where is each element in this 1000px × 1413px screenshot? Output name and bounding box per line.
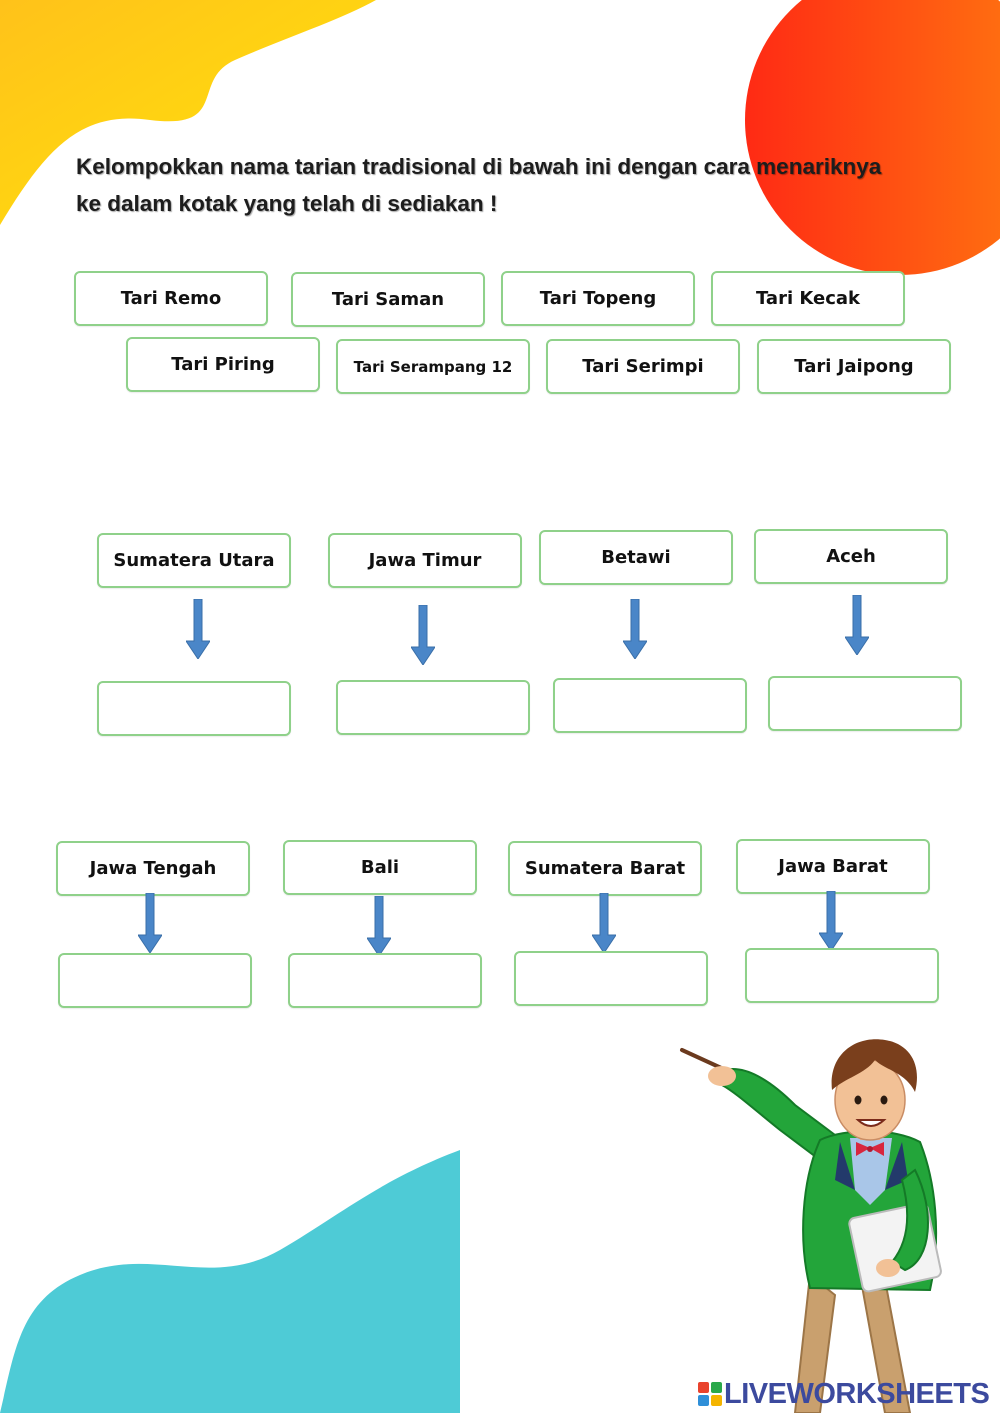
dance-chip-tari-jaipong[interactable]: Tari Jaipong <box>757 339 951 394</box>
liveworksheets-logo <box>698 1378 989 1410</box>
down-arrow-icon <box>623 599 647 659</box>
region-label-aceh: Aceh <box>754 529 948 584</box>
drop-zone-jawa-barat[interactable] <box>745 948 939 1003</box>
down-arrow-icon <box>819 891 843 951</box>
region-label-jawa-tengah: Jawa Tengah <box>56 841 250 896</box>
dance-chip-tari-serampang-12[interactable]: Tari Serampang 12 <box>336 339 530 394</box>
instruction-line-1: Kelompokkan nama tarian tradisional di bawah ini dengan cara menariknya <box>76 154 882 179</box>
drop-zone-sumatera-barat[interactable] <box>514 951 708 1006</box>
instruction-text <box>76 148 936 222</box>
down-arrow-icon <box>411 605 435 665</box>
liveworksheets-logo-icon <box>698 1382 722 1406</box>
dance-chip-tari-topeng[interactable]: Tari Topeng <box>501 271 695 326</box>
dance-chip-tari-kecak[interactable]: Tari Kecak <box>711 271 905 326</box>
drop-zone-bali[interactable] <box>288 953 482 1008</box>
down-arrow-icon <box>186 599 210 659</box>
dance-chip-tari-serimpi[interactable]: Tari Serimpi <box>546 339 740 394</box>
region-label-jawa-timur: Jawa Timur <box>328 533 522 588</box>
drop-zone-aceh[interactable] <box>768 676 962 731</box>
region-label-jawa-barat: Jawa Barat <box>736 839 930 894</box>
region-label-sumatera-utara: Sumatera Utara <box>97 533 291 588</box>
liveworksheets-logo-text: LIVEWORKSHEETS <box>724 1377 990 1410</box>
drop-zone-jawa-timur[interactable] <box>336 680 530 735</box>
region-label-bali: Bali <box>283 840 477 895</box>
dance-chip-tari-saman[interactable]: Tari Saman <box>291 272 485 327</box>
dance-chip-tari-piring[interactable]: Tari Piring <box>126 337 320 392</box>
region-label-sumatera-barat: Sumatera Barat <box>508 841 702 896</box>
down-arrow-icon <box>367 896 391 956</box>
down-arrow-icon <box>138 893 162 953</box>
teal-wave-shape <box>0 1150 460 1413</box>
region-label-betawi: Betawi <box>539 530 733 585</box>
drop-zone-jawa-tengah[interactable] <box>58 953 252 1008</box>
down-arrow-icon <box>845 595 869 655</box>
drop-zone-sumatera-utara[interactable] <box>97 681 291 736</box>
drop-zone-betawi[interactable] <box>553 678 747 733</box>
dance-chip-tari-remo[interactable]: Tari Remo <box>74 271 268 326</box>
instruction-line-2: ke dalam kotak yang telah di sediakan ! <box>76 191 498 216</box>
down-arrow-icon <box>592 893 616 953</box>
teacher-pointing-illustration <box>670 1030 970 1413</box>
